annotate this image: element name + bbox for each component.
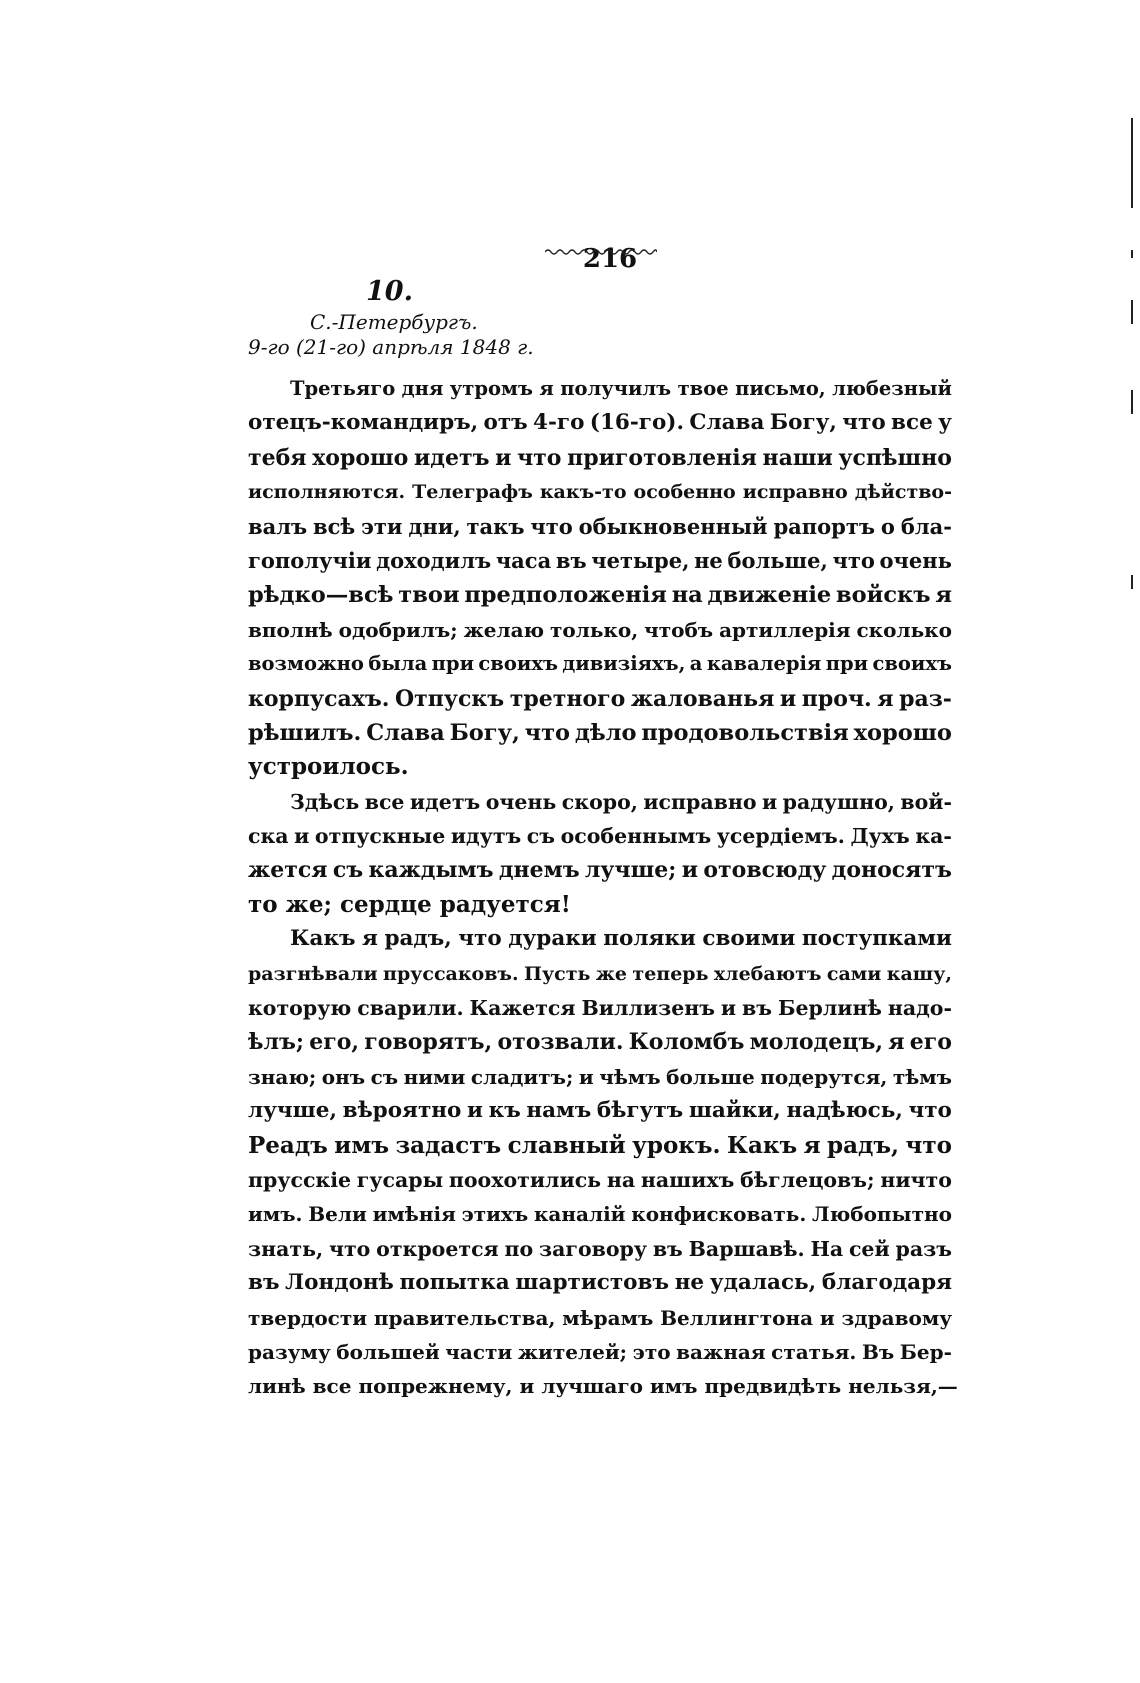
paragraph: [248, 372, 952, 785]
text-line: исполняются. Телеграфъ какъ-то особенно исправно дѣйство-: [248, 481, 952, 504]
text-line: лучше, вѣроятно и къ намъ бѣгутъ шайки, надѣюсь, что: [248, 1098, 952, 1124]
right-edge-mark: [1131, 575, 1133, 589]
paragraph: [248, 922, 958, 1403]
text-line: вполнѣ одобрилъ; желаю только, чтобъ артиллерія сколько: [248, 617, 952, 642]
text-line: ска и отпускные идутъ съ особеннымъ усердіемъ. Духъ ка-: [248, 824, 952, 849]
text-line: рѣдко—всѣ твои предположенія на движеніе войскъ я: [248, 582, 952, 609]
text-line: устроилось.: [248, 753, 409, 781]
text-line: Третьяго дня утромъ я получилъ твое письмо, любезный: [290, 377, 952, 400]
page-number: 216: [582, 244, 638, 274]
letter-date: 9-го (21-го) апрѣля 1848 г.: [248, 335, 534, 359]
text-line: Здѣсь все идетъ очень скоро, исправно и радушно, вой-: [290, 789, 952, 814]
paragraph: [248, 785, 952, 923]
text-line: валъ всѣ эти дни, такъ что обыкновенный рапортъ о бла-: [248, 513, 952, 539]
text-line: гополучіи доходилъ часа въ четыре, не больше, что очень: [248, 547, 952, 573]
text-line: рѣшилъ. Слава Богу, что дѣло продовольствія хорошо: [248, 719, 952, 746]
text-line: въ Лондонѣ попытка шартистовъ не удалась, благодаря: [248, 1270, 952, 1296]
text-line: Какъ я радъ, что дураки поляки своими поступками: [290, 926, 952, 952]
text-line: жется съ каждымъ днемъ лучше; и отовсюду доносятъ: [248, 857, 952, 884]
text-line: которую сварили. Кажется Виллизенъ и въ Берлинѣ надо-: [248, 996, 952, 1021]
text-line: имъ. Вели имѣнія этихъ каналій конфисковать. Любопытно: [248, 1202, 952, 1227]
right-edge-mark: [1131, 300, 1133, 324]
text-line: то же; сердце радуется!: [248, 890, 571, 918]
letter-place: С.-Петербургъ.: [310, 310, 478, 334]
right-edge-mark: [1131, 390, 1133, 414]
text-line: ѣлъ; его, говорятъ, отозвали. Коломбъ молодецъ, я его: [248, 1029, 952, 1056]
page-number-ornament: [545, 248, 657, 256]
text-line: тебя хорошо идетъ и что приготовленія наши успѣшно: [248, 444, 952, 471]
text-line: твердости правительства, мѣрамъ Веллингтона и здравому: [248, 1305, 952, 1330]
text-line: линѣ все попрежнему, и лучшаго имъ предвидѣть нельзя,—: [248, 1374, 958, 1399]
text-line: разуму большей части жителей; это важная статья. Въ Бер-: [248, 1339, 952, 1364]
letter-number: 10.: [366, 276, 413, 307]
text-line: отецъ-командиръ, отъ 4-го (16-го). Слава Богу, что все у: [248, 410, 952, 436]
text-line: разгнѣвали пруссаковъ. Пусть же теперь хлебаютъ сами кашу,: [248, 962, 952, 985]
text-line: возможно была при своихъ дивизіяхъ, а кавалерія при своихъ: [248, 652, 952, 676]
text-line: знать, что откроется по заговору въ Варшавѣ. На сей разъ: [248, 1236, 952, 1261]
letter-body: [248, 372, 958, 1404]
text-line: Реадъ имъ задастъ славный урокъ. Какъ я радъ, что: [248, 1131, 952, 1159]
text-line: прусскіе гусары поохотились на нашихъ бѣглецовъ; ничто: [248, 1167, 952, 1192]
right-edge-mark: [1131, 250, 1133, 258]
text-line: корпусахъ. Отпускъ третного жалованья и проч. я раз-: [248, 685, 952, 712]
text-line: знаю; онъ съ ними сладитъ; и чѣмъ больше подерутся, тѣмъ: [248, 1064, 952, 1089]
right-edge-mark: [1131, 118, 1133, 208]
